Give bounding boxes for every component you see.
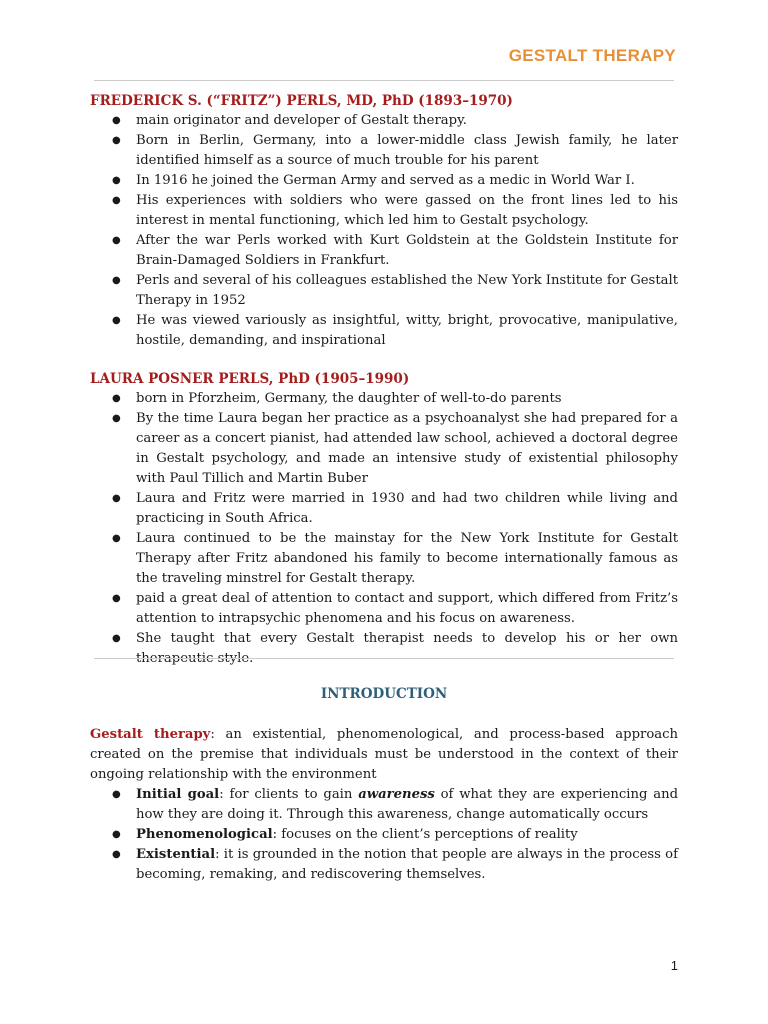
list-item: ● By the time Laura began her practice as a psychoanalyst she had prepared for a career as a concert pianist, had attended law school, achieved a doctoral degree in Gestalt psychology, and made an intensive study of existential philosophy with Paul Tillich and Martin Buber	[90, 409, 678, 489]
top-divider	[94, 80, 674, 81]
page-number: 1	[670, 958, 678, 973]
section-divider	[94, 658, 674, 659]
list-item: ● Perls and several of his colleagues established the New York Institute for Gestalt Therapy in 1952	[90, 271, 678, 311]
running-header: GESTALT THERAPY	[508, 46, 676, 65]
item-emphasis: awareness	[358, 787, 435, 802]
item-label: Phenomenological	[136, 827, 273, 842]
list-item: ● Laura continued to be the mainstay for the New York Institute for Gestalt Therapy after Fritz abandoned his family to become internationally famous as the traveling minstrel for Gestalt therapy.	[90, 529, 678, 589]
definition-term: Gestalt therapy	[90, 727, 211, 742]
list-item: ● Born in Berlin, Germany, into a lower-middle class Jewish family, he later identified himself as a source of much trouble for his parent	[90, 131, 678, 171]
item-label: Initial goal	[136, 787, 220, 802]
laura-list	[90, 389, 678, 669]
list-item	[90, 845, 678, 885]
list-item	[90, 785, 678, 825]
definition-text: : an existential, phenomenological, and process-based approach created on the premise that individuals must be understood in the context of their ongoing relationship with the environment	[90, 727, 678, 782]
list-item: ● His experiences with soldiers who were gassed on the front lines led to his interest in mental functioning, which led him to Gestalt psychology.	[90, 191, 678, 231]
fritz-heading: FREDERICK S. (“FRITZ”) PERLS, MD, PhD (1893–1970)	[90, 93, 513, 109]
list-item	[90, 825, 678, 845]
list-item: ● She taught that every Gestalt therapist needs to develop his or her own therapeutic style.	[90, 629, 678, 669]
item-text: of what they are experiencing and how they are doing it. Through this awareness, change automatically occurs	[136, 787, 679, 822]
list-item: ● After the war Perls worked with Kurt Goldstein at the Goldstein Institute for Brain-Damaged Soldiers in Frankfurt.	[90, 231, 678, 271]
intro-list	[90, 785, 678, 885]
list-item: ● main originator and developer of Gestalt therapy.	[90, 111, 678, 131]
laura-heading: LAURA POSNER PERLS, PhD (1905–1990)	[90, 371, 410, 387]
item-label: Existential	[136, 847, 216, 862]
definition-paragraph	[90, 725, 678, 785]
fritz-list	[90, 111, 678, 351]
list-item: ● Laura and Fritz were married in 1930 and had two children while living and practicing in South Africa.	[90, 489, 678, 529]
list-item: ● paid a great deal of attention to contact and support, which differed from Fritz’s attention to intrapsychic phenomena and his focus on awareness.	[90, 589, 678, 629]
list-item: ● born in Pforzheim, Germany, the daughter of well-to-do parents	[90, 389, 678, 409]
item-text: : for clients to gain	[219, 787, 359, 802]
item-text: : focuses on the client’s perceptions of reality	[272, 827, 578, 842]
list-item: ● In 1916 he joined the German Army and served as a medic in World War I.	[90, 171, 678, 191]
item-text: : it is grounded in the notion that people are always in the process of becoming, remaking, and rediscovering themselves.	[136, 847, 678, 882]
introduction-heading: INTRODUCTION	[320, 686, 448, 702]
list-item: ● He was viewed variously as insightful, witty, bright, provocative, manipulative, hostile, demanding, and inspirational	[90, 311, 678, 351]
